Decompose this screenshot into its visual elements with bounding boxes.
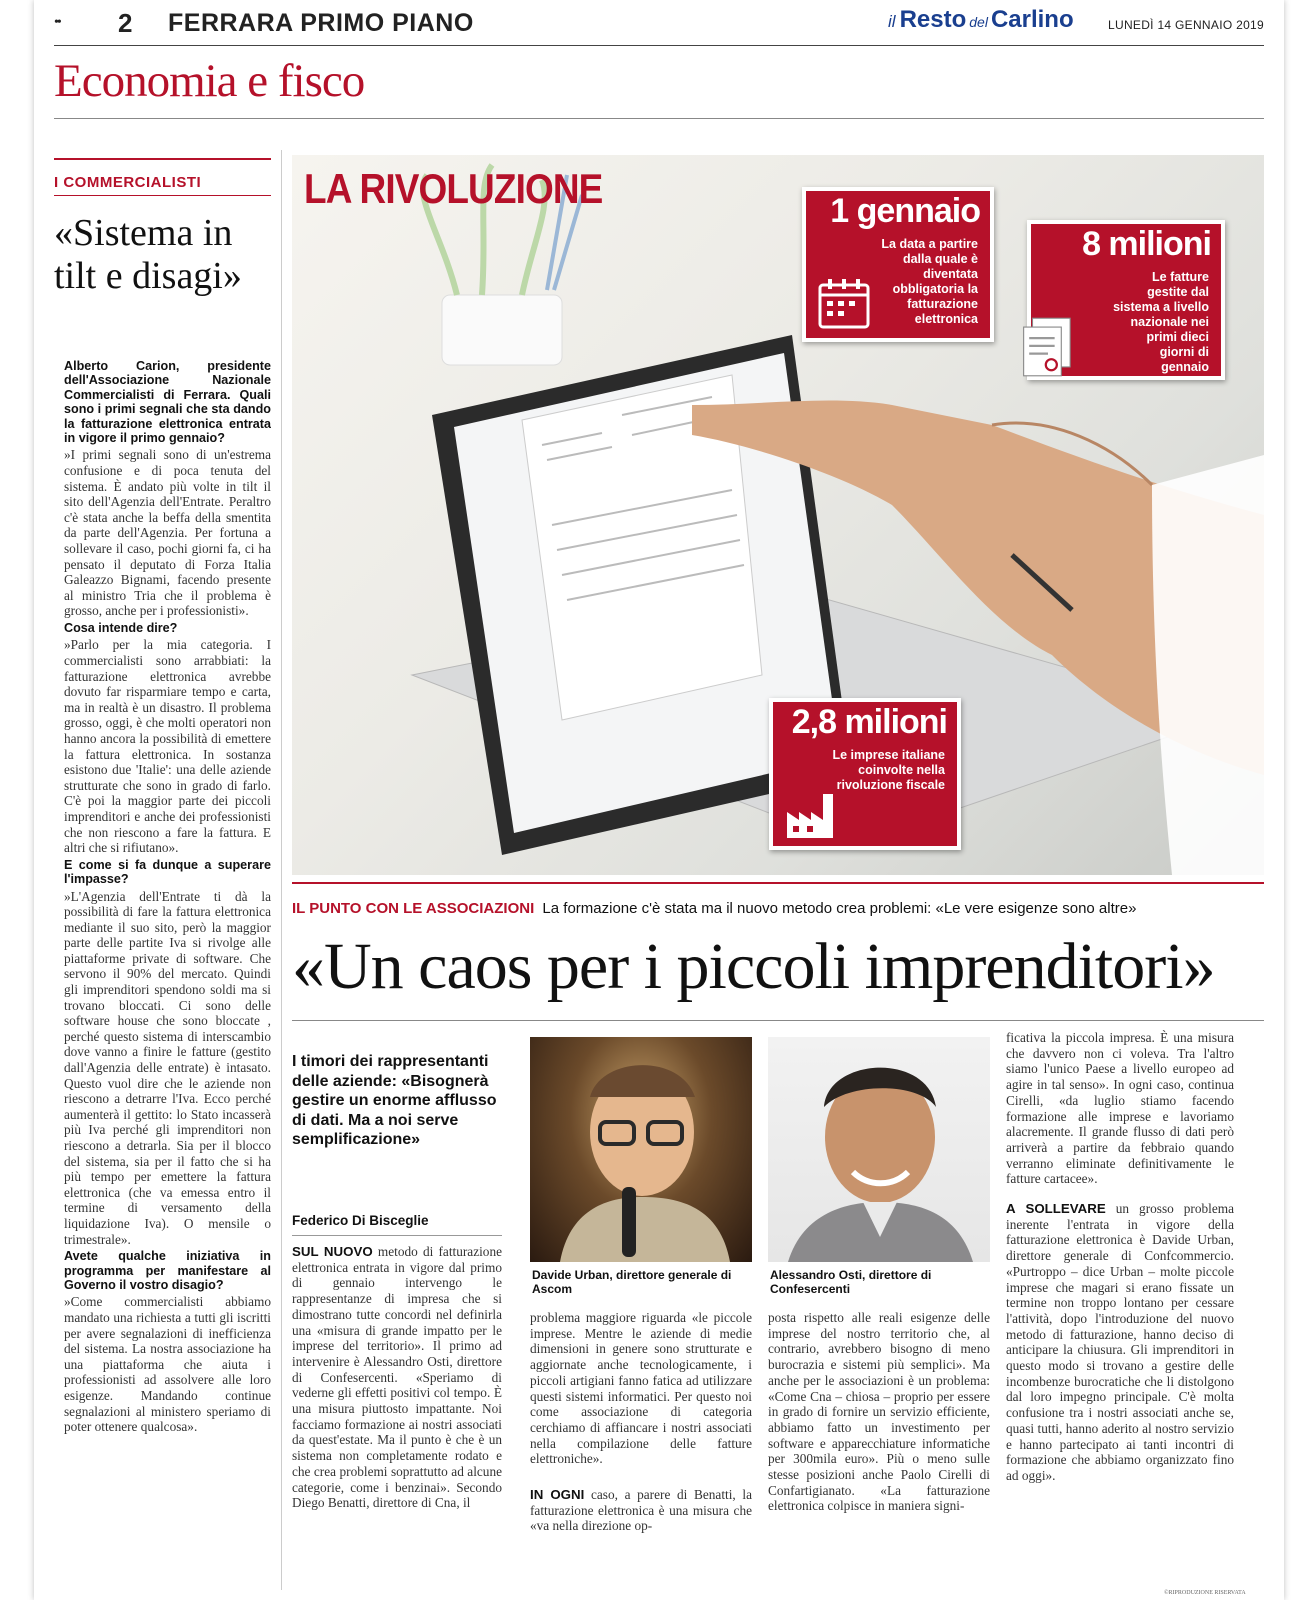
interview-question: Avete qualche iniziativa in programma per manifestare al Governo il vostro disagio? [64,1249,271,1292]
paragraph-text: metodo di fatturazione elettronica entrata in vigore dal primo di gennaio intervengo le rappresentanze di impresa che si dimostrano tutte concordi nel definirla una «misura di grande impatto per le imprese del territorio». Il primo ad intervenire è Alessandro Osti, direttore di Confesercenti. «Speriamo di vederne gli effetti positivi col tempo. È una misura piuttosto impattante. Noi facciamo formazione ai nostri associati da quest'estate. Ma il punto è che è un sistema non completamente rodato e che crea problemi soprattutto ad alcune categorie, come i benzinai». Secondo Diego Benatti, direttore di Cna, il [292,1244,502,1511]
story-column-4 [1006,1030,1234,1585]
header-divider [54,45,1264,46]
paragraph-text: ficativa la piccola impresa. È una misura che davvero non ci voleva. Tra l'altro siamo l'unico Paese a livello europeo ad agire in tal senso». In ogni caso, continua Cirelli, «da luglio stiamo facendo formazione alle imprese e lavoriamo alacremente. Il grande flusso di dati però arriverà a partire da febbraio quando verranno eliminate definitivamente le fatture cartacee». [1006,1030,1234,1187]
page-section-name: FERRARA PRIMO PIANO [168,8,474,37]
stat-box-3 [769,698,961,850]
infographic-photo [292,155,1264,875]
interview-answer: »I primi segnali sono di un'estrema confusione e di poca tenuta del sistema. È andato più volte in tilt il sito dell'Agenzia dell'Entrate. Peraltro c'è stata anche la beffa della smentita da parte dell'Agenzia. Per fortuna a sollevare il caso, pochi giorni fa, ci ha pensato il deputato di Forza Italia Galeazzo Bignami, facendo presente al ministro Tria che il problema è grosso, anche per i professionisti». [64,447,271,619]
photo-alessandro-osti [768,1037,990,1262]
story-kicker-rule [292,882,1264,884]
story-headline: «Un caos per i piccoli imprenditori» [292,930,1215,1003]
factory-icon [783,786,839,842]
interview-kicker: I COMMERCIALISTI [54,174,202,191]
story-kicker-description: La formazione c'è stata ma il nuovo metodo crea problemi: «Le vere esigenze sono altre» [542,900,1137,917]
story-deck: I timori dei rappresentanti delle aziende: «Bisognerà gestire un enorme afflusso di dati. Ma a noi serve semplificazione» [292,1053,497,1148]
stat-description: La data a partire dalla quale è diventata obbligatoria la fatturazione elettronica [881,237,978,326]
section-divider [54,118,1264,119]
newspaper-logo: il Resto del Carlino [888,6,1074,33]
paragraph-text: problema maggiore riguarda «le piccole imprese. Mentre le aziende di medie dimensioni in genere sono strutturate e aggiornate anche tecnologicamente, i piccoli artigiani fanno fatica ad utilizzare questi sistemi informatici. Per questo noi come associazione di categoria cerchiamo di affiancare i nostri associati nella compilazione delle fatture elettroniche». [530,1310,752,1467]
story-byline: Federico Di Bisceglie [292,1213,429,1228]
paragraph-lead: A SOLLEVARE [1006,1201,1106,1217]
stat-value: 8 milioni [1082,225,1211,263]
interview-question: Cosa intende dire? [64,620,178,635]
stat-value: 2,8 milioni [791,703,947,741]
column-divider [281,150,282,1590]
page-dots: •• [54,15,60,30]
stat-box-1 [802,187,994,342]
photo-caption-2: Alessandro Osti, direttore di Confesercenti [770,1268,932,1296]
kicker-rule [54,158,271,160]
interview-answer: »Come commercialisti abbiamo mandato una richiesta a tutti gli iscritti per avere segnalazioni di inefficienza del sistema. La nostra associazione ha una piattaforma che aiuta i professionisti ad assolvere alle loro esigenze. Mandando continue segnalazioni al ministero speriamo di poter ottenere qualcosa». [64,1294,271,1435]
graphic-title: LA RIVOLUZIONE [304,165,603,212]
page-number: 2 [118,7,133,38]
interview-question: Alberto Carion, presidente dell'Associazione Nazionale Commercialisti di Ferrara. Quali sono i primi segnali che sta dando la fatturazione elettronica entrata in vigore il primo gennaio? [64,359,271,446]
byline-rule [292,1235,502,1236]
paragraph-text: posta rispetto alle reali esigenze delle imprese del nostro territorio che, al contrario, avrebbero bisogno di meno burocrazia e sistemi più semplici». Ma anche per le associazioni è un problema: «Come Cna – chiosa – proprio per essere in grado di fornire un servizio efficiente, abbiamo fatto un investimento per software e apparecchiature informatiche per 300mila euro». Più o meno sulle stesse posizioni anche Paolo Cirelli di Confartigianato. «La fatturazione elettronica colpisce in maniera signi- [768,1310,990,1514]
interview-body [64,357,271,1587]
story-column-1 [292,1244,502,1596]
documents-icon [1017,316,1079,378]
interview-answer: »L'Agenzia dell'Entrate ti dà la possibilità di fare la fattura elettronica mediante il suo sito, però la maggior parte delle partite Iva si rivolge alle piattaforme private di software. Che servono il 90% del mercato. Quindi gli imprenditori spendono soldi ma si trovano bloccati. Ci sono delle software house che sono bloccate , perché questo sistema di interscambio dove vanno a finire le fatture (gestito dall'Agenzia delle entrate) è intasato. Questo vuol dire che le aziende non riescono a detrarre l'Iva. Ecco perché aumenterà il gettito: lo Stato incasserà più Iva perché gli imprenditori non riescono a detrarla. Sia per il blocco del sistema, sia per il fatto che si ha più tempo per emettere la fattura elettronica (che va emessa entro il termine di versamento della liquidazione Iva). O mensile o trimestrale». [64,888,271,1247]
paragraph-lead: IN OGNI [530,1487,585,1503]
story-column-3 [768,1310,990,1598]
section-title: Economia e fisco [54,55,365,107]
interview-title: «Sistema in tilt e disagi» [54,212,242,297]
photo-caption-1: Davide Urban, direttore generale di Ascom [532,1268,732,1296]
paragraph-text: un grosso problema inerente l'entrata in vigore della fatturazione elettronica è Davide Urban, direttore generale di Confcommercio. «Purtroppo – dice Urban – molte piccole imprese che magari si erano fissate un termine non troppo lontano per cessare l'attività, dopo l'introduzione del nuovo metodo di fatturazione, hanno deciso di anticipare la chiusura. Gli imprenditori in questo modo si trovano a gestire delle incombenze burocratiche che li distolgono dal loro impegno principale. C'è molta confusione tra i nostri associati anche se, quasi tutti, hanno aderito al nostro servizio e hanno partecipato ai tanti incontri di formazione che abbiamo organizzato fino ad oggi». [1006,1201,1234,1483]
story-kicker [292,900,1136,917]
stat-description: Le imprese italiane coinvolte nella rivoluzione fiscale [832,748,945,792]
stat-description: Le fatture gestite dal sistema a livello nazionale nei primi dieci giorni di gennaio [1113,270,1209,374]
paragraph-text: caso, a parere di Benatti, la fatturazione elettronica è una misura che «va nella direzione op- [530,1487,752,1534]
photo-davide-urban [530,1037,752,1262]
interview-question: E come si fa dunque a superare l'impasse? [64,857,271,887]
kicker-rule-bottom [54,195,271,196]
interview-answer: »Parlo per la mia categoria. I commercialisti sono arrabbiati: la fatturazione elettronica avrebbe dovuto far risparmiare tempo e carta, ma in realtà è un disastro. Il problema grosso, oggi, è che molti operatori non hanno ancora la possibilità di emettere la fattura elettronica. In sostanza esistono due 'Italie': una delle aziende strutturate che sono in grado di farlo. C'è poi la maggior parte dei piccoli imprenditori e anche dei professionisti che non riescono a fare la fattura. E altri che si rifiutano». [64,637,271,856]
calendar-icon [816,275,872,331]
copyright-note: ©RIPRODUZIONE RISERVATA [1164,1590,1246,1596]
story-kicker-label: IL PUNTO CON LE ASSOCIAZIONI [292,900,535,917]
newspaper-page [34,0,1284,1600]
issue-date: LUNEDÌ 14 GENNAIO 2019 [1108,18,1264,32]
story-column-2 [530,1310,752,1598]
page-header [54,6,1264,40]
paragraph-lead: SUL NUOVO [292,1244,373,1259]
stat-box-2 [1027,220,1225,380]
headline-divider [292,1020,1264,1021]
stat-value: 1 gennaio [830,192,980,230]
